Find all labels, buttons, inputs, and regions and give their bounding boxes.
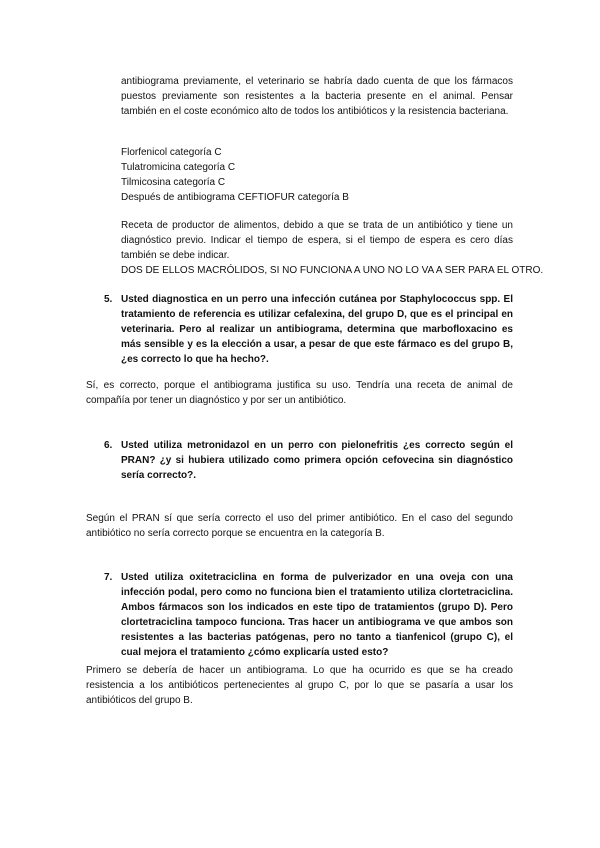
question-number: 5. [104,294,113,305]
question-text: Usted utiliza metronidazol en un perro con pielonefritis ¿es correcto según el PRAN? ¿y si hubiera utilizado como primera opción cefovecina sin diagnóstico sería correcto?. [121,440,513,481]
answer-text: Sí, es correcto, porque el antibiograma justifica su uso. Tendría una receta de animal de compañía por tener un diagnóstico y por ser un antibiótico. [86,380,513,406]
continuation-paragraph: antibiograma previamente, el veterinario se habría dado cuenta de que los fármacos puestos previamente son resistentes a la bacteria presente en el animal. Pensar también en el coste económico alto de todos los antibióticos y la resistencia bacteriana. [121,76,513,117]
answer-text: Según el PRAN sí que sería correcto el uso del primer antibiótico. En el caso del segundo antibiótico no sería correcto porque se encuentra en la categoría B. [86,513,513,539]
macrolide-note: DOS DE ELLOS MACRÓLIDOS, SI NO FUNCIONA A UNO NO LO VA A SER PARA EL OTRO. [121,265,544,276]
question-text: Usted diagnostica en un perro una infección cutánea por Staphylococcus spp. El tratamiento de referencia es utilizar cefalexina, del grupo D, que es el principal en veterinaria. Pero al realizar un antibiograma, determina que marbofloxacino es más sensible y es la elección a usar, a pesar de que este fármaco es del grupo B, ¿es correcto lo que ha hecho?. [121,294,513,365]
question-text: Usted utiliza oxitetraciclina en forma de pulverizador en una oveja con una infección podal, pero como no funciona bien el tratamiento utiliza clortetraciclina. Ambos fármacos son los indicados en este tipo de tratamientos (grupo D). Pero clortetraciclina tampoco funciona. Tras hacer un antibiograma ve que ambos son resistentes a las bacterias patógenas, pero no tanto a tianfenicol (grupo C), el cual mejora el tratamiento ¿cómo explicaría usted esto? [121,572,513,658]
drug-list-item: Florfenicol categoría C [121,147,222,158]
question-number: 6. [104,440,113,451]
prescription-note: Receta de productor de alimentos, debido a que se trata de un antibiótico y tiene un diagnóstico previo. Indicar el tiempo de espera, si el tiempo de espera es cero días también se debe indicar. [121,220,513,261]
question-number: 7. [104,572,113,583]
drug-list-item: Tilmicosina categoría C [121,177,226,188]
drug-list-item: Tulatromicina categoría C [121,162,236,173]
drug-list-item: Después de antibiograma CEFTIOFUR categoría B [121,192,349,203]
drug-list [121,145,513,205]
answer-text: Primero se debería de hacer un antibiograma. Lo que ha ocurrido es que se ha creado resistencia a los antibióticos pertenecientes al grupo C, por lo que se pasaría a usar los antibióticos del grupo B. [86,665,513,706]
